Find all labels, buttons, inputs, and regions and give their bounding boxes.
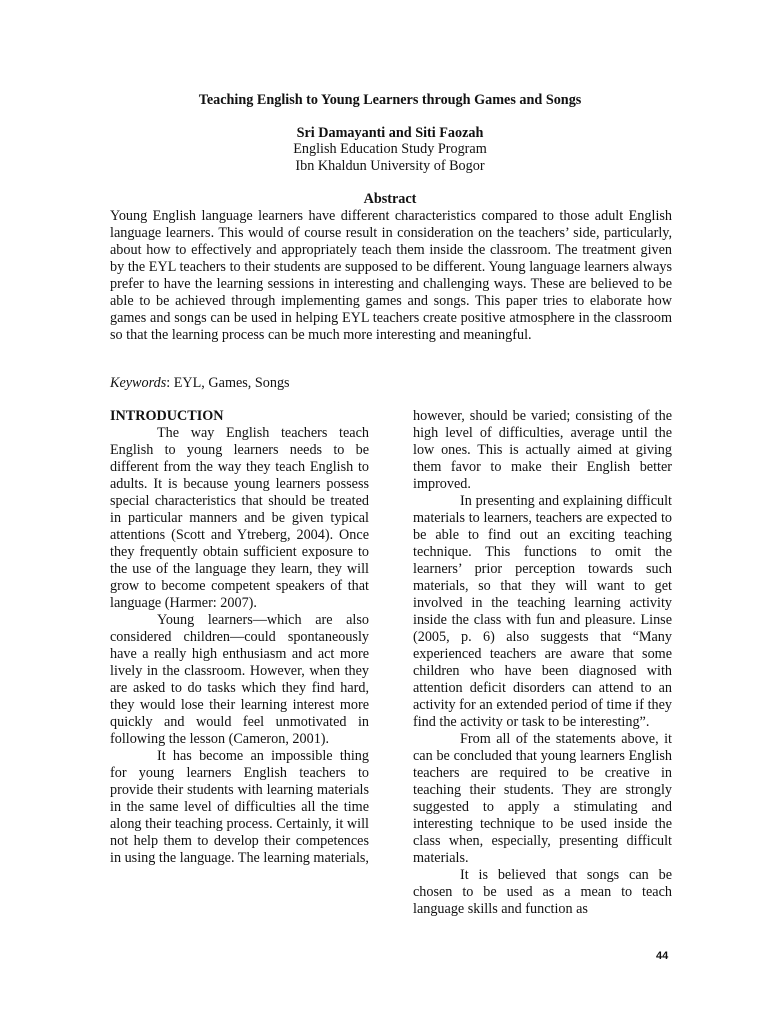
paper-authors: Sri Damayanti and Siti Faozah [296, 125, 484, 141]
abstract-heading: Abstract [363, 191, 417, 207]
keywords-text: : EYL, Games, Songs [166, 375, 290, 391]
keywords-line [110, 375, 672, 392]
intro-paragraph-4: In presenting and explaining difficult materials to learners, teachers are expected to be able to find out an exciting teaching technique. This functions to omit the learners’ prior perception towards such materials, so that they will want to get involved in the teaching learning activity inside the class with fun and pleasure. Linse (2005, p. 6) also suggests that “Many experienced teachers are aware that some children who have been diagnosed with attention deficit disorders can attend to an activity for an extended period of time if they find the activity or task to be interesting”. [413, 493, 672, 730]
affiliation-program: English Education Study Program [293, 141, 487, 157]
left-column [110, 408, 369, 867]
affiliation-university: Ibn Khaldun University of Bogor [295, 158, 485, 174]
intro-paragraph-continued: however, should be varied; consisting of the high level of difficulties, average until the low ones. This is actually aimed at giving them favor to make their English better improved. [413, 408, 672, 492]
intro-paragraph-2: Young learners—which are also considered children—could spontaneously have a really high enthusiasm and act more lively in the classroom. However, when they are asked to do tasks which they find hard, they would lose their learning interest more quickly and would feel unmotivated in following the lesson (Cameron, 2001). [110, 612, 369, 747]
intro-paragraph-5: From all of the statements above, it can be concluded that young learners English teachers are required to be creative in teaching their students. They are strongly suggested to apply a stimulating and interesting technique to be used inside the class when, especially, presenting difficult materials. [413, 731, 672, 866]
introduction-heading: INTRODUCTION [110, 408, 224, 424]
intro-paragraph-1: The way English teachers teach English to young learners needs to be different from the way they teach English to adults. It is because young learners possess special characteristics that should be treated in particular manners and be given typical attentions (Scott and Ytreberg, 2004). Once they frequently obtain sufficient exposure to the use of the language they learn, they will grow to become competent speakers of that language (Harmer: 2007). [110, 425, 369, 611]
page-number: 44 [656, 950, 669, 962]
abstract-body: Young English language learners have different characteristics compared to those adult English language learners. This would of course result in consideration on the teachers’ side, particularly, about how to effectively and appropriately teach them inside the classroom. The treatment given by the EYL teachers to their students are supposed to be different. Young language learners always prefer to have the learning sessions in interesting and challenging ways. These are believed to be able to be achieved through implementing games and songs. This paper tries to elaborate how games and songs can be used in helping EYL teachers create positive atmosphere in the classroom so that the learning process can be much more interesting and meaningful. [110, 208, 672, 343]
intro-paragraph-3: It has become an impossible thing for young learners English teachers to provide their students with learning materials in the same level of difficulties all the time along their teaching process. Certainly, it will not help them to develop their competences in using the language. The learning materials, [110, 748, 369, 866]
paper-title: Teaching English to Young Learners through Games and Songs [198, 92, 582, 108]
keywords-label: Keywords [110, 375, 167, 391]
intro-paragraph-6: It is believed that songs can be chosen to be used as a mean to teach language skills and function as [413, 867, 672, 917]
right-column [413, 408, 672, 918]
